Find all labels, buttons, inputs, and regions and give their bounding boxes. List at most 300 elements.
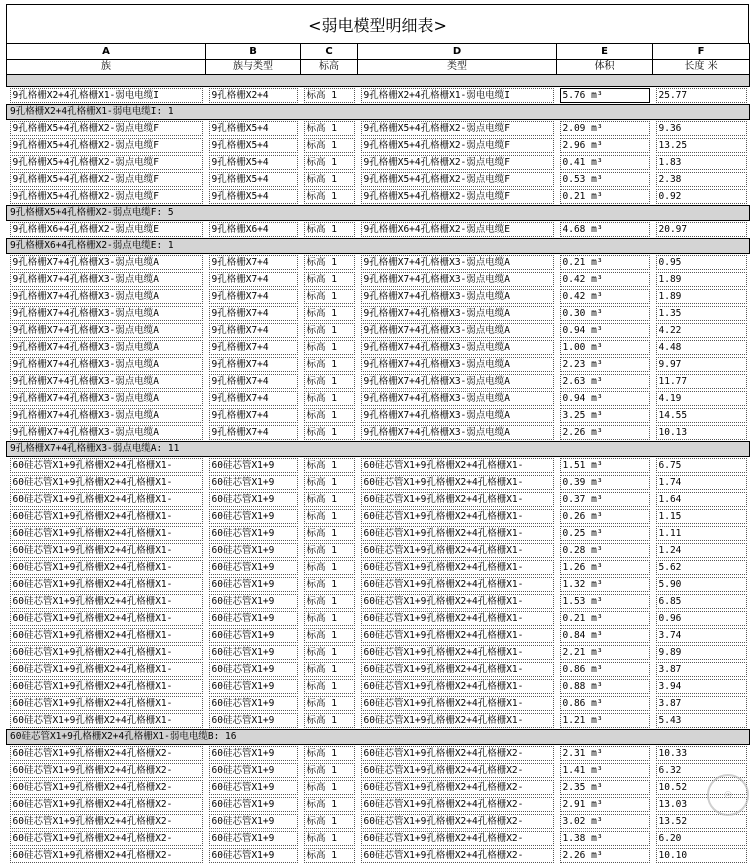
table-cell[interactable]: 60硅芯管X1+9孔格栅X2+4孔格栅X2- bbox=[361, 848, 554, 863]
table-cell[interactable]: 60硅芯管X1+9孔格栅X2+4孔格栅X2- bbox=[10, 848, 203, 863]
table-cell[interactable]: 0.28 m³ bbox=[560, 543, 650, 558]
table-cell-wrap bbox=[206, 356, 301, 373]
table-cell-wrap bbox=[206, 627, 301, 644]
table-cell[interactable]: 0.96 bbox=[656, 611, 747, 626]
table-cell[interactable]: 1.74 bbox=[656, 475, 747, 490]
table-cell[interactable]: 9孔格栅X7+4 bbox=[209, 289, 298, 304]
table-row bbox=[7, 373, 750, 390]
table-cell[interactable]: 9孔格栅X7+4孔格栅X3-弱点电缆A bbox=[361, 357, 554, 372]
table-cell[interactable]: 3.74 bbox=[656, 628, 747, 643]
table-cell[interactable]: 5.90 bbox=[656, 577, 747, 592]
table-cell[interactable]: 9孔格栅X7+4孔格栅X3-弱点电缆A bbox=[10, 425, 203, 440]
table-cell[interactable]: 1.32 m³ bbox=[560, 577, 650, 592]
table-cell[interactable]: 60硅芯管X1+9孔格栅X2+4孔格栅X1- bbox=[361, 628, 554, 643]
column-header[interactable]: 体积 bbox=[557, 60, 653, 75]
table-cell[interactable]: 60硅芯管X1+9孔格栅X2+4孔格栅X1- bbox=[361, 560, 554, 575]
table-cell[interactable]: 0.94 m³ bbox=[560, 323, 650, 338]
table-cell[interactable]: 60硅芯管X1+9孔格栅X2+4孔格栅X2- bbox=[10, 746, 203, 761]
table-cell[interactable]: 9孔格栅X5+4孔格栅X2-弱点电缆F bbox=[361, 189, 554, 204]
table-cell[interactable]: 标高 1 bbox=[304, 679, 355, 694]
table-cell[interactable]: 9孔格栅X7+4孔格栅X3-弱点电缆A bbox=[361, 374, 554, 389]
table-cell[interactable]: 60硅芯管X1+9孔格栅X2+4孔格栅X1- bbox=[10, 526, 203, 541]
column-header[interactable]: 标高 bbox=[301, 60, 358, 75]
table-cell-wrap bbox=[358, 661, 557, 678]
table-cell-wrap bbox=[301, 120, 358, 138]
table-cell[interactable]: 60硅芯管X1+9孔格栅X2+4孔格栅X2- bbox=[361, 780, 554, 795]
table-cell[interactable]: 60硅芯管X1+9孔格栅X2+4孔格栅X2- bbox=[10, 814, 203, 829]
table-cell[interactable]: 5.43 bbox=[656, 713, 747, 728]
table-cell[interactable]: 0.84 m³ bbox=[560, 628, 650, 643]
table-cell[interactable]: 60硅芯管X1+9孔格栅X2+4孔格栅X2- bbox=[10, 763, 203, 778]
table-cell[interactable]: 0.39 m³ bbox=[560, 475, 650, 490]
table-cell[interactable]: 2.21 m³ bbox=[560, 645, 650, 660]
table-cell[interactable]: 标高 1 bbox=[304, 780, 355, 795]
table-cell-wrap bbox=[206, 137, 301, 154]
table-cell[interactable]: 标高 1 bbox=[304, 340, 355, 355]
table-cell[interactable]: 60硅芯管X1+9孔格栅X2+4孔格栅X1- bbox=[10, 696, 203, 711]
table-cell[interactable]: 标高 1 bbox=[304, 814, 355, 829]
table-cell[interactable]: 9孔格栅X7+4 bbox=[209, 374, 298, 389]
group-footer-row bbox=[7, 442, 750, 457]
table-cell[interactable]: 0.53 m³ bbox=[560, 172, 650, 187]
table-cell[interactable]: 标高 1 bbox=[304, 458, 355, 473]
table-cell[interactable]: 9孔格栅X5+4孔格栅X2-弱点电缆F bbox=[10, 155, 203, 170]
table-cell[interactable]: 2.38 bbox=[656, 172, 747, 187]
table-cell[interactable]: 14.55 bbox=[656, 408, 747, 423]
table-cell[interactable]: 9孔格栅X5+4孔格栅X2-弱点电缆F bbox=[10, 172, 203, 187]
table-cell[interactable]: 9孔格栅X6+4孔格栅X2-弱点电缆E bbox=[10, 222, 203, 237]
table-cell[interactable]: 3.25 m³ bbox=[560, 408, 650, 423]
table-cell[interactable]: 9孔格栅X7+4孔格栅X3-弱点电缆A bbox=[10, 408, 203, 423]
table-cell[interactable]: 0.21 m³ bbox=[560, 611, 650, 626]
group-count-label[interactable]: 60硅芯管X1+9孔格栅X2+4孔格栅X1-弱电电缆B: 16 bbox=[7, 730, 750, 745]
column-header[interactable]: 族 bbox=[7, 60, 206, 75]
table-cell[interactable]: 9孔格栅X6+4 bbox=[209, 222, 298, 237]
table-cell[interactable]: 4.22 bbox=[656, 323, 747, 338]
table-cell[interactable]: 9.89 bbox=[656, 645, 747, 660]
table-cell[interactable]: 60硅芯管X1+9 bbox=[209, 611, 298, 626]
table-cell[interactable]: 60硅芯管X1+9孔格栅X2+4孔格栅X2- bbox=[361, 763, 554, 778]
table-cell[interactable]: 1.35 bbox=[656, 306, 747, 321]
table-cell[interactable]: 0.21 m³ bbox=[560, 255, 650, 270]
table-cell[interactable]: 60硅芯管X1+9孔格栅X2+4孔格栅X1- bbox=[361, 594, 554, 609]
table-cell[interactable]: 60硅芯管X1+9孔格栅X2+4孔格栅X1- bbox=[10, 458, 203, 473]
table-cell[interactable]: 标高 1 bbox=[304, 492, 355, 507]
table-cell[interactable]: 0.42 m³ bbox=[560, 272, 650, 287]
table-cell[interactable]: 60硅芯管X1+9 bbox=[209, 543, 298, 558]
table-cell[interactable]: 60硅芯管X1+9孔格栅X2+4孔格栅X1- bbox=[361, 509, 554, 524]
table-cell[interactable]: 2.26 m³ bbox=[560, 425, 650, 440]
table-cell-wrap bbox=[206, 87, 301, 105]
column-letter[interactable]: E bbox=[557, 44, 653, 60]
table-cell[interactable]: 60硅芯管X1+9孔格栅X2+4孔格栅X1- bbox=[10, 509, 203, 524]
table-cell[interactable]: 0.88 m³ bbox=[560, 679, 650, 694]
table-cell[interactable]: 2.31 m³ bbox=[560, 746, 650, 761]
table-cell[interactable]: 1.83 bbox=[656, 155, 747, 170]
table-cell[interactable]: 9孔格栅X5+4 bbox=[209, 138, 298, 153]
table-cell[interactable]: 1.26 m³ bbox=[560, 560, 650, 575]
table-cell[interactable]: 60硅芯管X1+9 bbox=[209, 831, 298, 846]
table-cell-wrap bbox=[7, 559, 206, 576]
table-row bbox=[7, 87, 750, 105]
table-cell[interactable]: 13.52 bbox=[656, 814, 747, 829]
table-cell-wrap bbox=[358, 424, 557, 442]
table-cell[interactable]: 25.77 bbox=[656, 88, 747, 103]
table-cell[interactable]: 9孔格栅X7+4孔格栅X3-弱点电缆A bbox=[10, 357, 203, 372]
table-cell[interactable]: 9孔格栅X7+4 bbox=[209, 408, 298, 423]
table-cell[interactable]: 标高 1 bbox=[304, 475, 355, 490]
table-cell[interactable]: 5.76 m³ bbox=[560, 88, 650, 103]
table-cell[interactable]: 1.89 bbox=[656, 272, 747, 287]
table-cell-wrap bbox=[653, 661, 750, 678]
table-cell[interactable]: 60硅芯管X1+9 bbox=[209, 814, 298, 829]
schedule-title: <弱电模型明细表> bbox=[6, 4, 749, 43]
table-cell[interactable]: 4.19 bbox=[656, 391, 747, 406]
table-cell[interactable]: 标高 1 bbox=[304, 797, 355, 812]
table-cell[interactable]: 9孔格栅X7+4孔格栅X3-弱点电缆A bbox=[361, 425, 554, 440]
table-cell[interactable]: 9孔格栅X7+4孔格栅X3-弱点电缆A bbox=[361, 272, 554, 287]
table-cell[interactable]: 标高 1 bbox=[304, 713, 355, 728]
group-count-label[interactable]: 9孔格栅X2+4孔格栅X1-弱电电缆I: 1 bbox=[7, 105, 750, 120]
table-cell[interactable]: 60硅芯管X1+9孔格栅X2+4孔格栅X1- bbox=[10, 713, 203, 728]
table-cell[interactable]: 标高 1 bbox=[304, 611, 355, 626]
table-cell[interactable]: 6.20 bbox=[656, 831, 747, 846]
table-cell[interactable]: 1.53 m³ bbox=[560, 594, 650, 609]
table-cell[interactable]: 60硅芯管X1+9孔格栅X2+4孔格栅X1- bbox=[10, 645, 203, 660]
table-cell[interactable]: 60硅芯管X1+9孔格栅X2+4孔格栅X1- bbox=[361, 475, 554, 490]
table-cell-wrap bbox=[557, 221, 653, 239]
table-cell-wrap bbox=[7, 745, 206, 763]
table-cell[interactable]: 60硅芯管X1+9 bbox=[209, 848, 298, 863]
table-cell[interactable]: 1.15 bbox=[656, 509, 747, 524]
table-cell[interactable]: 1.41 m³ bbox=[560, 763, 650, 778]
table-cell[interactable]: 11.77 bbox=[656, 374, 747, 389]
table-cell-wrap bbox=[653, 271, 750, 288]
table-cell[interactable]: 60硅芯管X1+9 bbox=[209, 577, 298, 592]
table-cell[interactable]: 2.63 m³ bbox=[560, 374, 650, 389]
table-cell[interactable]: 0.86 m³ bbox=[560, 662, 650, 677]
table-cell[interactable]: 60硅芯管X1+9 bbox=[209, 713, 298, 728]
table-cell[interactable]: 2.09 m³ bbox=[560, 121, 650, 136]
table-cell[interactable]: 60硅芯管X1+9孔格栅X2+4孔格栅X2- bbox=[361, 814, 554, 829]
table-cell[interactable]: 9孔格栅X5+4孔格栅X2-弱点电缆F bbox=[361, 172, 554, 187]
table-cell[interactable]: 9孔格栅X7+4孔格栅X3-弱点电缆A bbox=[10, 340, 203, 355]
column-header[interactable]: 族与类型 bbox=[206, 60, 301, 75]
table-cell[interactable]: 9孔格栅X5+4 bbox=[209, 121, 298, 136]
table-cell[interactable]: 标高 1 bbox=[304, 509, 355, 524]
table-cell[interactable]: 9孔格栅X7+4孔格栅X3-弱点电缆A bbox=[361, 255, 554, 270]
table-cell[interactable]: 60硅芯管X1+9孔格栅X2+4孔格栅X1- bbox=[361, 713, 554, 728]
table-cell[interactable]: 9孔格栅X5+4孔格栅X2-弱点电缆F bbox=[10, 189, 203, 204]
table-cell[interactable]: 60硅芯管X1+9 bbox=[209, 763, 298, 778]
table-cell[interactable]: 10.13 bbox=[656, 425, 747, 440]
table-cell[interactable]: 60硅芯管X1+9孔格栅X2+4孔格栅X1- bbox=[10, 594, 203, 609]
table-cell[interactable]: 标高 1 bbox=[304, 272, 355, 287]
table-cell-wrap bbox=[206, 559, 301, 576]
table-cell[interactable]: 6.32 bbox=[656, 763, 747, 778]
table-cell[interactable]: 0.21 m³ bbox=[560, 189, 650, 204]
table-cell[interactable]: 9孔格栅X2+4孔格栅X1-弱电电缆I bbox=[361, 88, 554, 103]
table-cell[interactable]: 9.97 bbox=[656, 357, 747, 372]
table-cell[interactable]: 0.41 m³ bbox=[560, 155, 650, 170]
table-cell[interactable]: 60硅芯管X1+9孔格栅X2+4孔格栅X1- bbox=[361, 458, 554, 473]
table-cell[interactable]: 9孔格栅X7+4 bbox=[209, 340, 298, 355]
table-cell[interactable]: 20.97 bbox=[656, 222, 747, 237]
table-cell-wrap bbox=[358, 678, 557, 695]
table-cell[interactable]: 9孔格栅X7+4孔格栅X3-弱点电缆A bbox=[10, 374, 203, 389]
table-cell[interactable]: 9孔格栅X5+4孔格栅X2-弱点电缆F bbox=[361, 155, 554, 170]
table-cell[interactable]: 60硅芯管X1+9孔格栅X2+4孔格栅X1- bbox=[10, 577, 203, 592]
column-letter[interactable]: B bbox=[206, 44, 301, 60]
table-cell[interactable]: 9孔格栅X5+4孔格栅X2-弱点电缆F bbox=[361, 121, 554, 136]
table-cell[interactable]: 6.75 bbox=[656, 458, 747, 473]
table-cell[interactable]: 标高 1 bbox=[304, 831, 355, 846]
table-cell[interactable]: 9孔格栅X7+4孔格栅X3-弱点电缆A bbox=[361, 289, 554, 304]
table-cell[interactable]: 9孔格栅X7+4 bbox=[209, 272, 298, 287]
table-cell-wrap bbox=[358, 779, 557, 796]
table-cell[interactable]: 9孔格栅X2+4 bbox=[209, 88, 298, 103]
table-cell[interactable]: 60硅芯管X1+9孔格栅X2+4孔格栅X1- bbox=[361, 543, 554, 558]
table-cell[interactable]: 60硅芯管X1+9 bbox=[209, 645, 298, 660]
table-cell[interactable]: 标高 1 bbox=[304, 121, 355, 136]
table-cell[interactable]: 1.89 bbox=[656, 289, 747, 304]
table-cell[interactable]: 0.26 m³ bbox=[560, 509, 650, 524]
table-cell-wrap bbox=[557, 390, 653, 407]
table-cell[interactable]: 9孔格栅X7+4 bbox=[209, 323, 298, 338]
table-cell[interactable]: 60硅芯管X1+9孔格栅X2+4孔格栅X1- bbox=[10, 475, 203, 490]
column-letter[interactable]: F bbox=[653, 44, 750, 60]
table-cell[interactable]: 标高 1 bbox=[304, 255, 355, 270]
group-count-label[interactable]: 9孔格栅X6+4孔格栅X2-弱点电缆E: 1 bbox=[7, 239, 750, 254]
table-cell[interactable]: 60硅芯管X1+9孔格栅X2+4孔格栅X1- bbox=[361, 577, 554, 592]
table-cell[interactable]: 60硅芯管X1+9孔格栅X2+4孔格栅X2- bbox=[361, 831, 554, 846]
table-cell[interactable]: 1.38 m³ bbox=[560, 831, 650, 846]
table-cell[interactable]: 标高 1 bbox=[304, 746, 355, 761]
table-cell[interactable]: 9孔格栅X6+4孔格栅X2-弱点电缆E bbox=[361, 222, 554, 237]
table-cell[interactable]: 60硅芯管X1+9孔格栅X2+4孔格栅X1- bbox=[10, 611, 203, 626]
group-count-label[interactable]: 9孔格栅X5+4孔格栅X2-弱点电缆F: 5 bbox=[7, 206, 750, 221]
table-cell[interactable]: 60硅芯管X1+9孔格栅X2+4孔格栅X1- bbox=[361, 679, 554, 694]
table-cell-wrap bbox=[557, 678, 653, 695]
table-cell-wrap bbox=[358, 847, 557, 864]
table-cell[interactable]: 60硅芯管X1+9 bbox=[209, 628, 298, 643]
table-cell[interactable]: 60硅芯管X1+9孔格栅X2+4孔格栅X1- bbox=[10, 628, 203, 643]
column-header[interactable]: 长度 米 bbox=[653, 60, 750, 75]
table-cell[interactable]: 9孔格栅X7+4孔格栅X3-弱点电缆A bbox=[10, 306, 203, 321]
table-cell[interactable]: 0.42 m³ bbox=[560, 289, 650, 304]
table-cell[interactable]: 60硅芯管X1+9 bbox=[209, 594, 298, 609]
table-cell[interactable]: 4.48 bbox=[656, 340, 747, 355]
group-count-label[interactable]: 9孔格栅X7+4孔格栅X3-弱点电缆A: 11 bbox=[7, 442, 750, 457]
table-cell[interactable]: 9孔格栅X5+4 bbox=[209, 155, 298, 170]
table-cell[interactable]: 标高 1 bbox=[304, 374, 355, 389]
table-cell[interactable]: 9孔格栅X7+4 bbox=[209, 425, 298, 440]
table-cell[interactable]: 标高 1 bbox=[304, 848, 355, 863]
table-cell[interactable]: 9孔格栅X5+4孔格栅X2-弱点电缆F bbox=[10, 138, 203, 153]
table-cell[interactable]: 60硅芯管X1+9孔格栅X2+4孔格栅X1- bbox=[361, 526, 554, 541]
table-cell[interactable]: 9孔格栅X7+4孔格栅X3-弱点电缆A bbox=[361, 408, 554, 423]
table-cell[interactable]: 标高 1 bbox=[304, 628, 355, 643]
table-cell[interactable]: 10.52 bbox=[656, 780, 747, 795]
table-cell[interactable]: 0.25 m³ bbox=[560, 526, 650, 541]
table-cell[interactable]: 60硅芯管X1+9孔格栅X2+4孔格栅X2- bbox=[361, 746, 554, 761]
table-cell[interactable]: 1.64 bbox=[656, 492, 747, 507]
table-cell[interactable]: 60硅芯管X1+9 bbox=[209, 696, 298, 711]
table-cell[interactable]: 9孔格栅X7+4 bbox=[209, 391, 298, 406]
table-cell[interactable]: 9孔格栅X7+4孔格栅X3-弱点电缆A bbox=[361, 323, 554, 338]
table-cell[interactable]: 10.10 bbox=[656, 848, 747, 863]
table-cell[interactable]: 标高 1 bbox=[304, 594, 355, 609]
table-cell[interactable]: 标高 1 bbox=[304, 577, 355, 592]
column-letter[interactable]: A bbox=[7, 44, 206, 60]
table-cell[interactable]: 标高 1 bbox=[304, 88, 355, 103]
table-cell[interactable]: 10.33 bbox=[656, 746, 747, 761]
table-cell[interactable]: 9.36 bbox=[656, 121, 747, 136]
table-cell[interactable]: 标高 1 bbox=[304, 222, 355, 237]
table-cell[interactable]: 60硅芯管X1+9孔格栅X2+4孔格栅X1- bbox=[361, 696, 554, 711]
table-cell[interactable]: 标高 1 bbox=[304, 357, 355, 372]
table-row bbox=[7, 305, 750, 322]
table-cell[interactable]: 9孔格栅X7+4孔格栅X3-弱点电缆A bbox=[10, 272, 203, 287]
table-cell[interactable]: 1.11 bbox=[656, 526, 747, 541]
table-cell[interactable]: 5.62 bbox=[656, 560, 747, 575]
table-cell-wrap bbox=[557, 627, 653, 644]
table-cell[interactable]: 2.23 m³ bbox=[560, 357, 650, 372]
table-cell[interactable]: 6.85 bbox=[656, 594, 747, 609]
table-cell[interactable]: 60硅芯管X1+9孔格栅X2+4孔格栅X1- bbox=[10, 543, 203, 558]
table-cell-wrap bbox=[301, 678, 358, 695]
table-cell[interactable]: 标高 1 bbox=[304, 323, 355, 338]
table-cell[interactable]: 9孔格栅X7+4 bbox=[209, 357, 298, 372]
table-cell[interactable]: 9孔格栅X5+4 bbox=[209, 172, 298, 187]
table-cell[interactable]: 1.24 bbox=[656, 543, 747, 558]
table-cell[interactable]: 0.95 bbox=[656, 255, 747, 270]
table-cell-wrap bbox=[557, 120, 653, 138]
table-cell-wrap bbox=[301, 154, 358, 171]
table-cell[interactable]: 60硅芯管X1+9孔格栅X2+4孔格栅X1- bbox=[361, 611, 554, 626]
table-cell[interactable]: 2.26 m³ bbox=[560, 848, 650, 863]
table-cell[interactable]: 60硅芯管X1+9 bbox=[209, 560, 298, 575]
table-cell[interactable]: 9孔格栅X7+4孔格栅X3-弱点电缆A bbox=[361, 340, 554, 355]
table-cell[interactable]: 0.92 bbox=[656, 189, 747, 204]
table-cell[interactable]: 标高 1 bbox=[304, 138, 355, 153]
table-cell[interactable]: 60硅芯管X1+9 bbox=[209, 780, 298, 795]
table-cell[interactable]: 9孔格栅X7+4孔格栅X3-弱点电缆A bbox=[361, 306, 554, 321]
table-cell[interactable]: 2.91 m³ bbox=[560, 797, 650, 812]
table-cell[interactable]: 0.86 m³ bbox=[560, 696, 650, 711]
table-cell[interactable]: 9孔格栅X7+4孔格栅X3-弱点电缆A bbox=[10, 255, 203, 270]
table-cell[interactable]: 9孔格栅X5+4 bbox=[209, 189, 298, 204]
table-cell[interactable]: 60硅芯管X1+9 bbox=[209, 662, 298, 677]
table-cell[interactable]: 4.68 m³ bbox=[560, 222, 650, 237]
table-cell[interactable]: 13.25 bbox=[656, 138, 747, 153]
table-cell[interactable]: 60硅芯管X1+9孔格栅X2+4孔格栅X1- bbox=[361, 492, 554, 507]
table-cell[interactable]: 60硅芯管X1+9孔格栅X2+4孔格栅X1- bbox=[10, 679, 203, 694]
table-cell[interactable]: 标高 1 bbox=[304, 763, 355, 778]
table-cell[interactable]: 标高 1 bbox=[304, 560, 355, 575]
table-cell[interactable]: 9孔格栅X2+4孔格栅X1-弱电电缆I bbox=[10, 88, 203, 103]
table-cell[interactable]: 60硅芯管X1+9孔格栅X2+4孔格栅X2- bbox=[10, 797, 203, 812]
table-cell[interactable]: 60硅芯管X1+9孔格栅X2+4孔格栅X1- bbox=[10, 560, 203, 575]
table-cell[interactable]: 9孔格栅X7+4 bbox=[209, 255, 298, 270]
table-cell[interactable]: 3.87 bbox=[656, 662, 747, 677]
table-cell[interactable]: 9孔格栅X7+4孔格栅X3-弱点电缆A bbox=[10, 323, 203, 338]
table-row bbox=[7, 120, 750, 138]
table-cell-wrap bbox=[7, 474, 206, 491]
table-cell[interactable]: 0.30 m³ bbox=[560, 306, 650, 321]
table-cell[interactable]: 60硅芯管X1+9 bbox=[209, 746, 298, 761]
table-cell[interactable]: 9孔格栅X7+4孔格栅X3-弱点电缆A bbox=[10, 391, 203, 406]
column-letter[interactable]: C bbox=[301, 44, 358, 60]
table-cell[interactable]: 1.00 m³ bbox=[560, 340, 650, 355]
table-cell[interactable]: 60硅芯管X1+9孔格栅X2+4孔格栅X2- bbox=[10, 831, 203, 846]
table-cell[interactable]: 9孔格栅X5+4孔格栅X2-弱点电缆F bbox=[361, 138, 554, 153]
table-cell[interactable]: 标高 1 bbox=[304, 408, 355, 423]
table-cell[interactable]: 标高 1 bbox=[304, 306, 355, 321]
table-cell[interactable]: 60硅芯管X1+9孔格栅X2+4孔格栅X1- bbox=[10, 662, 203, 677]
table-cell-wrap bbox=[358, 120, 557, 138]
table-cell[interactable]: 60硅芯管X1+9 bbox=[209, 526, 298, 541]
table-cell[interactable]: 9孔格栅X7+4孔格栅X3-弱点电缆A bbox=[361, 391, 554, 406]
table-cell[interactable]: 60硅芯管X1+9 bbox=[209, 492, 298, 507]
table-cell[interactable]: 标高 1 bbox=[304, 696, 355, 711]
table-cell[interactable]: 60硅芯管X1+9 bbox=[209, 475, 298, 490]
table-cell[interactable]: 1.21 m³ bbox=[560, 713, 650, 728]
table-cell[interactable]: 标高 1 bbox=[304, 645, 355, 660]
table-cell[interactable]: 1.51 m³ bbox=[560, 458, 650, 473]
table-cell[interactable]: 60硅芯管X1+9孔格栅X2+4孔格栅X1- bbox=[10, 492, 203, 507]
table-cell-wrap bbox=[7, 847, 206, 864]
table-row bbox=[7, 661, 750, 678]
column-header[interactable]: 类型 bbox=[358, 60, 557, 75]
table-cell[interactable]: 60硅芯管X1+9 bbox=[209, 458, 298, 473]
table-cell[interactable]: 13.03 bbox=[656, 797, 747, 812]
table-cell-wrap bbox=[358, 407, 557, 424]
table-cell[interactable]: 2.35 m³ bbox=[560, 780, 650, 795]
table-cell[interactable]: 标高 1 bbox=[304, 155, 355, 170]
table-cell[interactable]: 标高 1 bbox=[304, 289, 355, 304]
table-cell-wrap bbox=[358, 576, 557, 593]
table-cell[interactable]: 标高 1 bbox=[304, 425, 355, 440]
table-cell[interactable]: 9孔格栅X7+4孔格栅X3-弱点电缆A bbox=[10, 289, 203, 304]
table-cell-wrap bbox=[653, 407, 750, 424]
table-cell-wrap bbox=[7, 424, 206, 442]
table-cell[interactable]: 60硅芯管X1+9孔格栅X2+4孔格栅X2- bbox=[361, 797, 554, 812]
table-cell[interactable]: 0.37 m³ bbox=[560, 492, 650, 507]
table-cell[interactable]: 60硅芯管X1+9 bbox=[209, 797, 298, 812]
table-cell[interactable]: 0.94 m³ bbox=[560, 391, 650, 406]
table-cell[interactable]: 标高 1 bbox=[304, 172, 355, 187]
table-cell[interactable]: 标高 1 bbox=[304, 189, 355, 204]
table-cell[interactable]: 标高 1 bbox=[304, 662, 355, 677]
table-cell[interactable]: 60硅芯管X1+9孔格栅X2+4孔格栅X1- bbox=[361, 645, 554, 660]
table-cell[interactable]: 标高 1 bbox=[304, 391, 355, 406]
table-cell[interactable]: 60硅芯管X1+9 bbox=[209, 509, 298, 524]
column-letter[interactable]: D bbox=[358, 44, 557, 60]
table-cell[interactable]: 60硅芯管X1+9 bbox=[209, 679, 298, 694]
table-cell[interactable]: 3.02 m³ bbox=[560, 814, 650, 829]
table-cell[interactable]: 标高 1 bbox=[304, 543, 355, 558]
table-cell-wrap bbox=[653, 491, 750, 508]
table-cell[interactable]: 3.94 bbox=[656, 679, 747, 694]
table-cell[interactable]: 9孔格栅X7+4 bbox=[209, 306, 298, 321]
table-cell[interactable]: 2.96 m³ bbox=[560, 138, 650, 153]
table-cell[interactable]: 60硅芯管X1+9孔格栅X2+4孔格栅X2- bbox=[10, 780, 203, 795]
table-cell[interactable]: 标高 1 bbox=[304, 526, 355, 541]
table-cell[interactable]: 3.87 bbox=[656, 696, 747, 711]
table-cell[interactable]: 9孔格栅X5+4孔格栅X2-弱点电缆F bbox=[10, 121, 203, 136]
table-cell[interactable]: 60硅芯管X1+9孔格栅X2+4孔格栅X1- bbox=[361, 662, 554, 677]
